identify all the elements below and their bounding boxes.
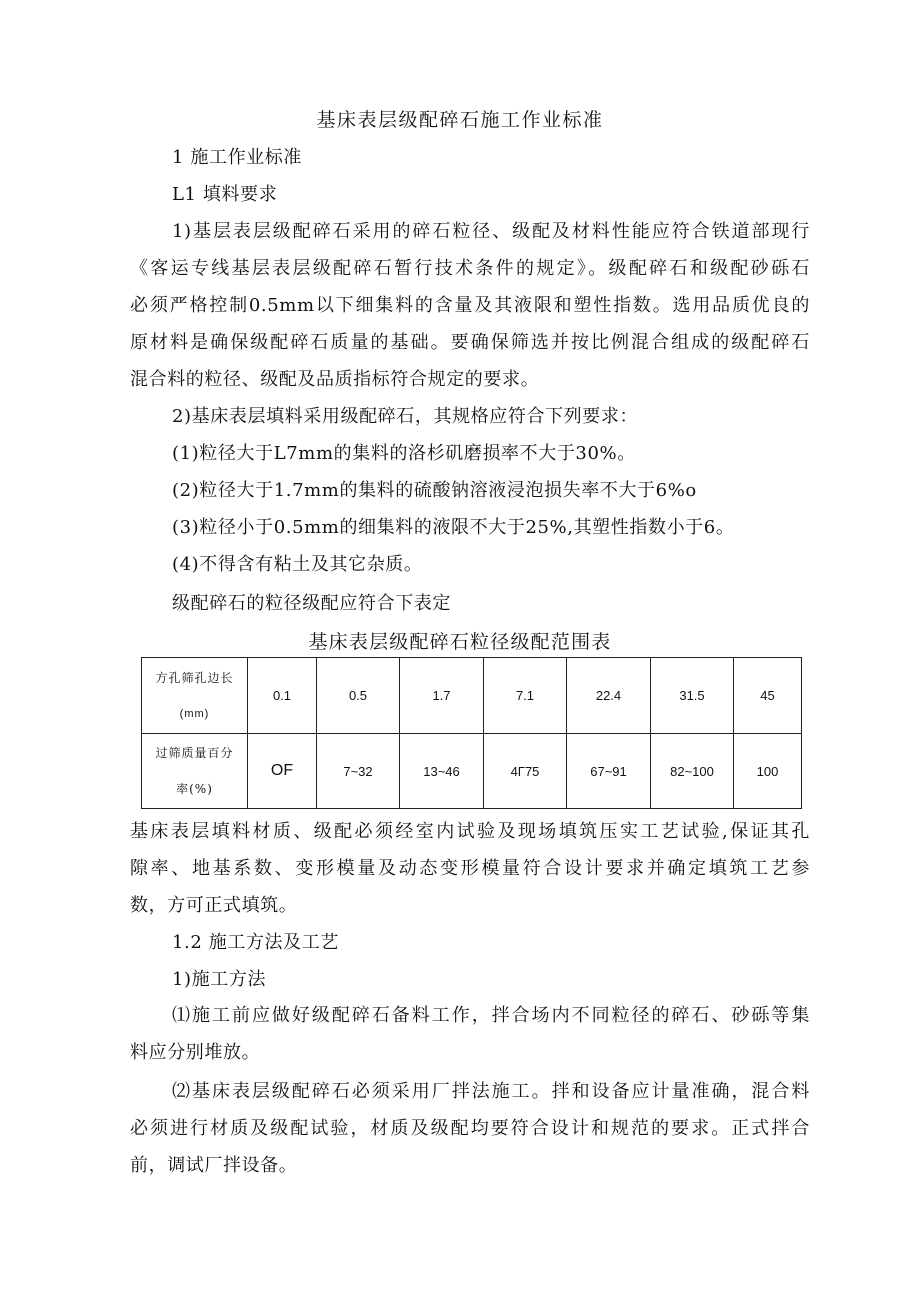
paragraph-1-line-2: 《客运专线基层表层级配碎石暂行技术条件的规定》。级配碎石和级配砂砾石 [130,258,810,279]
paragraph-1-line-4: 原材料是确保级配碎石质量的基础。要确保筛选并按比例混合组成的级配碎石 [130,332,810,353]
passing-percent-cell: 7~32 [317,734,400,809]
table-row-passing-percent [142,734,802,809]
section-heading-1-1: L1 填料要求 [172,184,278,205]
sieve-size-cell: 22.4 [567,658,651,734]
table-row-sieve-size [142,658,802,734]
row-header-sieve-size [142,658,248,734]
passing-percent-cell: 100 [734,734,802,809]
sieve-size-cell: 1.7 [400,658,484,734]
passing-percent-cell: 13~46 [400,734,484,809]
row-header-passing-percent-unit: 率(%) [176,782,213,796]
paragraph-3-line-2: 隙率、地基系数、变形模量及动态变形模量符合设计要求并确定填筑工艺参 [130,858,810,879]
paragraph-2: 2)基床表层填料采用级配碎石，其规格应符合下列要求： [172,406,639,427]
passing-percent-cell: 82~100 [651,734,734,809]
paragraph-3-line-1: 基床表层填料材质、级配必须经室内试验及现场填筑压实工艺试验,保证其孔 [130,821,810,842]
row-header-passing-percent [142,734,248,809]
paragraph-1-line-3: 必须严格控制0.5mm以下细集料的含量及其液限和塑性指数。选用品质优良的 [130,295,810,316]
table-title: 基床表层级配碎石粒径级配范围表 [308,631,612,653]
sieve-size-cell: 7.1 [484,658,567,734]
method-2-line-2: 必须进行材质及级配试验，材质及级配均要符合设计和规范的要求。正式拌合 [130,1118,810,1139]
section-heading-1: 1 施工作业标准 [172,147,302,168]
row-header-sieve-size-unit: (mm) [179,707,210,720]
table-intro: 级配碎石的粒径级配应符合下表定 [172,593,451,614]
subheading-construction-method: 1)施工方法 [172,969,267,990]
requirement-3: (3)粒径小于0.5mm的细集料的液限不大于25%,其塑性指数小于6。 [172,517,735,538]
method-1-line-2: 料应分别堆放。 [130,1042,261,1063]
sieve-size-cell: 0.1 [248,658,317,734]
sieve-size-cell: 45 [734,658,802,734]
sieve-size-cell: 0.5 [317,658,400,734]
row-header-passing-percent-label: 过筛质量百分 [155,746,234,760]
paragraph-1-line-5: 混合料的粒径、级配及品质指标符合规定的要求。 [130,369,540,390]
paragraph-1-line-1: 1)基层表层级配碎石采用的碎石粒径、级配及材料性能应符合铁道部现行 [172,221,810,242]
requirement-1: (1)粒径大于L7mm的集料的洛杉矶磨损率不大于30%。 [172,443,636,464]
method-1-line-1: ⑴施工前应做好级配碎石备料工作，拌合场内不同粒径的碎石、砂砾等集 [172,1005,810,1026]
passing-percent-cell: 4Γ75 [484,734,567,809]
method-2-line-1: ⑵基床表层级配碎石必须采用厂拌法施工。拌和设备应计量准确，混合料 [172,1081,810,1102]
document-title: 基床表层级配碎石施工作业标准 [316,109,604,131]
method-2-line-3: 前，调试厂拌设备。 [130,1155,298,1176]
sieve-size-cell: 31.5 [651,658,734,734]
row-header-sieve-size-label: 方孔筛孔边长 [155,670,234,685]
paragraph-3-line-3: 数，方可正式填筑。 [130,895,298,916]
requirement-2: (2)粒径大于1.7mm的集料的硫酸钠溶液浸泡损失率不大于6%o [172,480,697,501]
requirement-4: (4)不得含有粘土及其它杂质。 [172,554,423,575]
passing-percent-cell: OF [248,734,317,809]
passing-percent-cell: 67~91 [567,734,651,809]
gradation-table [141,657,802,809]
section-heading-1-2: 1.2 施工方法及工艺 [172,932,339,953]
